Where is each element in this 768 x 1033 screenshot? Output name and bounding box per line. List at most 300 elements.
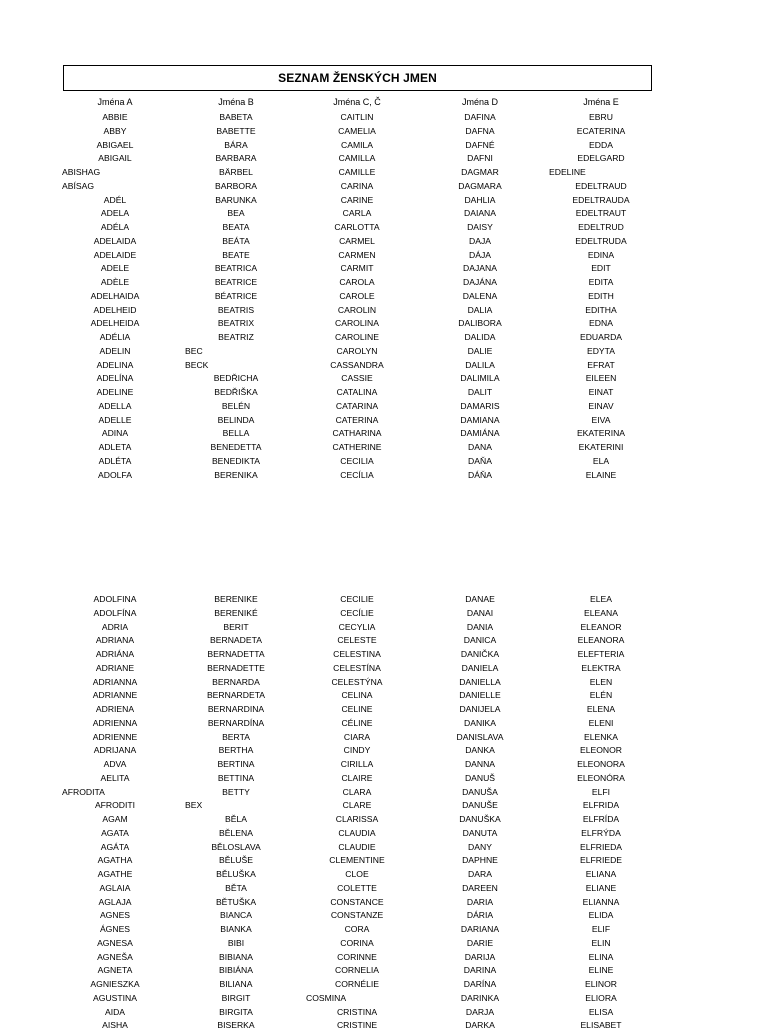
- name-cell: BĚLUŠKA: [216, 869, 256, 879]
- name-cell: ELEONOR: [579, 745, 623, 756]
- name-cell: BEX: [185, 800, 203, 811]
- name-cell: EDITA: [588, 277, 614, 287]
- name-cell: DALIE: [467, 345, 493, 356]
- name-cell: BEATRICA: [214, 263, 258, 274]
- name-cell: CASSANDRA: [330, 359, 384, 370]
- column-header-d: Jména D: [461, 97, 498, 107]
- name-cell: BENEDETTA: [210, 442, 262, 452]
- name-cell: ELFRÝDA: [581, 827, 621, 838]
- name-cell: DANAI: [466, 607, 494, 618]
- name-cell: ADÉLIA: [99, 332, 131, 342]
- name-cell: AFRODITA: [62, 786, 105, 797]
- name-cell: BĚTUŠKA: [215, 896, 257, 907]
- name-cell: BERIT: [223, 621, 249, 632]
- name-cell: ELFRIDA: [582, 800, 620, 811]
- name-cell: EDELTRAUT: [575, 208, 627, 219]
- column-header-e: Jména E: [583, 97, 619, 107]
- name-cell: CAMILLA: [338, 153, 376, 164]
- name-cell: EDNA: [589, 318, 613, 329]
- page-title: SEZNAM ŽENSKÝCH JMEN: [63, 65, 652, 91]
- name-cell: DANICA: [463, 635, 497, 646]
- name-cell: ELÉN: [589, 690, 613, 701]
- name-cell: ADELINA: [96, 359, 134, 370]
- name-cell: ABIGAIL: [98, 153, 132, 164]
- name-cell: BENEDIKTA: [211, 455, 261, 466]
- name-cell: CORNELIA: [335, 965, 379, 976]
- name-cell: ELENKA: [584, 731, 618, 742]
- name-cell: DAFINA: [464, 112, 496, 122]
- name-cell: CELINA: [341, 690, 373, 701]
- name-cell: BERENIKA: [214, 469, 258, 480]
- name-cell: ABBIE: [102, 112, 128, 122]
- name-cell: ELEANOR: [580, 621, 622, 632]
- name-cell: ADOLFA: [98, 469, 132, 480]
- name-cell: DANA: [468, 442, 492, 452]
- name-cell: ELINOR: [585, 979, 617, 989]
- name-cell: ADRIJANA: [93, 745, 137, 756]
- name-cell: CAROLIN: [337, 304, 377, 315]
- names-column-e-1: [548, 111, 654, 482]
- name-cell: ABÍSAG: [62, 180, 94, 191]
- name-cell: ADOLFÍNA: [93, 607, 137, 618]
- name-cell: CLAIRE: [341, 772, 373, 783]
- name-cell: CATERINA: [335, 414, 379, 425]
- name-cell: ELA: [592, 455, 610, 466]
- name-cell: ABIGAEL: [96, 139, 134, 150]
- name-cell: AGAM: [102, 814, 128, 824]
- name-cell: ELEONORA: [577, 759, 625, 769]
- name-cell: EDUARDA: [579, 332, 623, 342]
- name-cell: EDELTRUDA: [575, 235, 627, 246]
- name-cell: DANY: [468, 841, 492, 852]
- name-cell: EDELGARD: [577, 153, 625, 164]
- name-cell: CAITLIN: [340, 112, 374, 122]
- name-cell: DANIČKA: [460, 649, 500, 659]
- name-cell: DANUŠKA: [459, 814, 501, 824]
- name-cell: BERNADETA: [210, 635, 262, 646]
- name-cell: CLEMENTINE: [329, 855, 385, 866]
- name-cell: COSMINA: [306, 992, 347, 1003]
- name-cell: CECYLIA: [338, 621, 376, 632]
- name-cell: BARUNKA: [215, 194, 257, 205]
- name-cell: CAROLE: [339, 290, 375, 301]
- name-cell: DAFNA: [465, 125, 495, 136]
- name-cell: EDELTRUD: [578, 222, 624, 232]
- names-column-c-1: [304, 111, 410, 482]
- name-cell: BĚLOSLAVA: [211, 841, 261, 852]
- name-cell: CARMEL: [339, 235, 375, 246]
- name-cell: CLAUDIA: [338, 827, 376, 838]
- name-cell: EDELTRAUD: [575, 180, 627, 191]
- name-cell: AFRODITI: [94, 800, 136, 811]
- name-cell: BARBARA: [215, 153, 257, 164]
- name-cell: ABISHAG: [62, 167, 101, 177]
- name-cell: CAROLA: [339, 277, 375, 287]
- name-cell: BÁRA: [224, 139, 248, 150]
- name-cell: DAJA: [469, 235, 491, 246]
- name-cell: DÁJA: [469, 249, 491, 260]
- name-cell: ELENA: [586, 704, 616, 714]
- name-cell: DAISY: [467, 222, 493, 232]
- name-cell: CONSTANZE: [330, 910, 384, 921]
- name-cell: DANNA: [464, 759, 496, 769]
- name-cell: DARIANA: [460, 924, 500, 934]
- name-cell: ADRIANE: [95, 662, 135, 673]
- name-cell: BERNARDINA: [207, 704, 265, 714]
- name-cell: ABBY: [103, 125, 127, 136]
- name-cell: DANUŠE: [462, 800, 498, 811]
- name-cell: CORINNE: [337, 951, 377, 962]
- name-cell: BETTINA: [217, 772, 255, 783]
- name-cell: ADELLA: [98, 400, 132, 411]
- name-cell: AELITA: [100, 772, 130, 783]
- name-cell: DAHLIA: [464, 194, 496, 205]
- name-cell: CELINE: [341, 704, 373, 714]
- name-cell: EDYTA: [586, 345, 615, 356]
- names-column-c-2: [304, 593, 410, 1033]
- name-cell: CLARA: [342, 786, 372, 797]
- name-cell: ELEONÓRA: [577, 772, 625, 783]
- name-cell: CELESTINA: [333, 649, 381, 659]
- name-cell: ADELÍNA: [96, 373, 134, 384]
- name-cell: BIBIANA: [219, 951, 253, 962]
- name-cell: CELESTÍNA: [333, 662, 381, 673]
- name-cell: ELIF: [591, 924, 611, 934]
- name-cell: ELINE: [588, 965, 614, 976]
- name-cell: EFRAT: [587, 359, 615, 370]
- name-cell: BERENIKÉ: [214, 607, 258, 618]
- name-cell: DARINKA: [460, 992, 500, 1003]
- name-cell: CARLA: [342, 208, 372, 219]
- name-cell: EKATERINA: [576, 428, 626, 439]
- name-cell: BABETA: [219, 112, 253, 122]
- name-cell: ADRIÁNA: [95, 649, 135, 659]
- name-cell: COLETTE: [337, 882, 377, 893]
- name-cell: DAIANA: [464, 208, 496, 219]
- name-cell: BIBI: [227, 937, 245, 948]
- name-cell: CELESTE: [337, 635, 377, 646]
- name-cell: AGATA: [101, 827, 129, 838]
- name-cell: BEATRIX: [217, 318, 255, 329]
- name-cell: ADINA: [101, 428, 129, 439]
- name-cell: DANIKA: [464, 717, 496, 728]
- name-cell: CAROLYN: [336, 345, 378, 356]
- name-cell: ÁGNES: [99, 924, 131, 934]
- name-cell: ELFRIEDE: [579, 855, 623, 866]
- name-cell: AISHA: [102, 1020, 128, 1031]
- name-cell: BERNARDA: [212, 676, 260, 687]
- name-cell: AGLAJA: [98, 896, 132, 907]
- name-cell: EILEEN: [585, 373, 617, 384]
- name-cell: BIANCA: [220, 910, 252, 921]
- name-cell: ADRIANNE: [92, 690, 138, 701]
- name-cell: AGATHA: [97, 855, 133, 866]
- name-cell: AGNEŠA: [97, 951, 133, 962]
- column-header-a: Jména A: [97, 97, 133, 107]
- name-cell: CECÍLIA: [340, 469, 374, 480]
- name-cell: ELFI: [591, 786, 611, 797]
- name-cell: BIANKA: [220, 924, 252, 934]
- name-cell: ADLÉTA: [98, 455, 132, 466]
- name-cell: CAROLINA: [335, 318, 379, 329]
- name-cell: DAPHNE: [462, 855, 498, 866]
- name-cell: ADELAIDA: [93, 235, 137, 246]
- name-cell: BILIANA: [219, 979, 253, 989]
- name-cell: DAGMAR: [461, 167, 499, 177]
- name-cell: DALIA: [467, 304, 493, 315]
- name-cell: ELIDA: [588, 910, 614, 921]
- name-cell: CRISTINA: [336, 1006, 378, 1017]
- name-cell: AGLAIA: [99, 882, 131, 893]
- name-cell: ELEA: [590, 594, 612, 604]
- name-cell: DAMARIS: [460, 400, 500, 411]
- name-cell: DÁRIA: [466, 910, 494, 921]
- name-cell: DARIJA: [464, 951, 496, 962]
- name-cell: DANIELLE: [459, 690, 501, 701]
- name-cell: DAMIANA: [460, 414, 500, 425]
- name-cell: CLARISSA: [335, 814, 379, 824]
- name-cell: ADÈLE: [100, 277, 130, 287]
- name-cell: DAREEN: [462, 882, 498, 893]
- name-cell: BERNADETTE: [207, 662, 265, 673]
- name-cell: ADRIENA: [95, 704, 135, 714]
- name-cell: BĚTA: [225, 882, 247, 893]
- name-cell: DARIE: [466, 937, 494, 948]
- name-cell: CORA: [344, 924, 370, 934]
- name-cell: ELAINE: [585, 469, 617, 480]
- column-header-b: Jména B: [218, 97, 254, 107]
- name-cell: BIBIÁNA: [219, 965, 253, 976]
- name-cell: CIARA: [343, 731, 371, 742]
- name-cell: EDINA: [587, 249, 615, 260]
- name-cell: BECK: [185, 359, 209, 370]
- name-cell: BELÉN: [221, 400, 251, 411]
- name-cell: CAMILLE: [338, 167, 376, 177]
- name-cell: BETTY: [222, 786, 250, 797]
- name-cell: CAROLINE: [335, 332, 379, 342]
- name-cell: AGUSTINA: [93, 992, 137, 1003]
- name-cell: DALIT: [467, 387, 493, 397]
- name-cell: BÄRBEL: [219, 167, 253, 177]
- name-cell: BERNARDETA: [206, 690, 266, 701]
- name-cell: ELEN: [589, 676, 613, 687]
- name-cell: EIVA: [591, 414, 611, 425]
- name-cell: ADELHEID: [93, 304, 137, 315]
- name-cell: DARKA: [465, 1020, 495, 1031]
- name-cell: AGATHE: [97, 869, 133, 879]
- name-cell: BEATRICE: [214, 277, 258, 287]
- name-cell: CARMIT: [340, 263, 374, 274]
- name-cell: DANKA: [465, 745, 495, 756]
- name-cell: DAFNI: [467, 153, 493, 164]
- name-cell: DALIMILA: [460, 373, 500, 384]
- name-cell: ELIANA: [585, 869, 617, 879]
- name-cell: DANISLAVA: [456, 731, 504, 742]
- name-cell: DARA: [468, 869, 492, 879]
- names-column-a-2: [62, 593, 168, 1033]
- name-cell: CORINA: [340, 937, 374, 948]
- name-cell: CELESTÝNA: [331, 676, 383, 687]
- name-cell: ADELINE: [96, 387, 134, 397]
- name-cell: ELIANNA: [582, 896, 620, 907]
- name-cell: CAMILA: [341, 139, 373, 150]
- name-cell: ADRIANNA: [92, 676, 138, 687]
- name-cell: ELISABET: [580, 1020, 622, 1031]
- name-cell: ELEANA: [584, 607, 618, 618]
- name-cell: BĚLA: [225, 814, 247, 824]
- name-cell: ELFRÍDA: [582, 814, 620, 824]
- name-cell: ADELAIDE: [93, 249, 137, 260]
- name-cell: CARINE: [340, 194, 374, 205]
- names-column-d-2: [427, 593, 533, 1033]
- name-cell: DARIA: [466, 896, 494, 907]
- name-cell: ADVA: [103, 759, 127, 769]
- name-cell: EDIT: [591, 263, 611, 274]
- name-cell: BEATRIS: [217, 304, 255, 315]
- name-cell: ADRIENNE: [92, 731, 138, 742]
- name-cell: ADELLE: [98, 414, 132, 425]
- name-cell: BEATE: [222, 249, 250, 260]
- name-cell: DANIA: [466, 621, 494, 632]
- name-cell: DALENA: [462, 290, 498, 301]
- name-cell: DAŇA: [468, 455, 492, 466]
- names-column-d-1: [427, 111, 533, 482]
- name-cell: DANUŠ: [464, 772, 496, 783]
- name-cell: DAFNÉ: [465, 139, 495, 150]
- name-cell: DANUŠA: [462, 786, 498, 797]
- name-cell: AGNIESZKA: [90, 979, 140, 989]
- name-cell: DARINA: [463, 965, 497, 976]
- name-cell: ADRIA: [101, 621, 129, 632]
- name-cell: ADELHAIDA: [90, 290, 140, 301]
- name-cell: BERNARDÍNA: [207, 717, 265, 728]
- name-cell: CECILIA: [340, 455, 374, 466]
- name-cell: CÉLINE: [341, 717, 373, 728]
- name-cell: BIRGIT: [221, 992, 251, 1003]
- name-cell: ELENI: [588, 717, 614, 728]
- name-cell: CATALINA: [336, 387, 378, 397]
- name-cell: ELEANORA: [577, 635, 625, 646]
- name-cell: CARLOTTA: [334, 222, 380, 232]
- name-cell: BARBORA: [214, 180, 258, 191]
- name-cell: EDELTRAUDA: [572, 194, 630, 205]
- name-cell: BEATA: [222, 222, 250, 232]
- name-cell: ADOLFINA: [93, 594, 137, 604]
- name-cell: EINAV: [588, 400, 614, 411]
- name-cell: ADÉLA: [100, 222, 130, 232]
- name-cell: EDDA: [589, 139, 613, 150]
- name-cell: CATHARINA: [332, 428, 382, 439]
- name-cell: EINAT: [588, 387, 614, 397]
- name-cell: ELINA: [588, 951, 614, 962]
- name-cell: BĚLENA: [219, 827, 253, 838]
- name-cell: CATHERINE: [332, 442, 382, 452]
- name-cell: CAMELIA: [338, 125, 376, 136]
- name-cell: CECILIE: [340, 594, 374, 604]
- name-cell: CASSIE: [341, 373, 373, 384]
- name-cell: DARÍNA: [463, 979, 497, 989]
- names-column-a-1: [62, 111, 168, 482]
- name-cell: ELIORA: [585, 992, 617, 1003]
- name-cell: DANAE: [465, 594, 495, 604]
- name-cell: DANIELA: [461, 662, 499, 673]
- name-cell: ELEKTRA: [581, 662, 621, 673]
- name-cell: AGÁTA: [100, 841, 130, 852]
- name-cell: ADLETA: [98, 442, 132, 452]
- column-header-c: Jména C, Č: [333, 97, 381, 107]
- name-cell: CARMEN: [338, 249, 376, 260]
- name-cell: ADELA: [100, 208, 130, 219]
- name-cell: CIRILLA: [340, 759, 374, 769]
- name-cell: ADELHEIDA: [90, 318, 140, 329]
- name-cell: BEA: [227, 208, 245, 219]
- name-cell: ADELE: [100, 263, 130, 274]
- name-cell: DARJA: [465, 1006, 495, 1017]
- name-cell: DANIELLA: [459, 676, 501, 687]
- name-cell: CARINA: [340, 180, 374, 191]
- name-cell: ELIANE: [585, 882, 617, 893]
- name-cell: CATARINA: [335, 400, 379, 411]
- name-cell: CONSTANCE: [330, 896, 384, 907]
- name-cell: ADÉL: [103, 194, 127, 205]
- name-cell: DAMIÁNA: [460, 428, 500, 439]
- name-cell: BEC: [185, 345, 203, 356]
- name-cell: CLOE: [345, 869, 369, 879]
- name-cell: DANUTA: [462, 827, 498, 838]
- name-cell: BĚLUŠE: [219, 855, 253, 866]
- name-cell: DAJÁNA: [463, 277, 497, 287]
- name-cell: BIRGITA: [219, 1006, 253, 1017]
- name-cell: ADRIENNA: [92, 717, 138, 728]
- name-cell: BEDŘIŠKA: [214, 387, 258, 397]
- name-cell: CLAUDIE: [338, 841, 376, 852]
- name-cell: AGNES: [99, 910, 131, 921]
- name-cell: BEDŘICHA: [213, 373, 259, 384]
- name-cell: DANIJELA: [459, 704, 501, 714]
- name-cell: EDITHA: [585, 304, 617, 315]
- name-cell: CLARE: [342, 800, 372, 811]
- name-cell: CINDY: [343, 745, 371, 756]
- name-cell: BERNADETTA: [207, 649, 265, 659]
- name-cell: ECATERINA: [576, 125, 626, 136]
- name-cell: DÁŇA: [468, 469, 492, 480]
- name-cell: EBRU: [589, 112, 613, 122]
- name-cell: ELFRIEDA: [579, 841, 623, 852]
- name-cell: BELINDA: [217, 414, 255, 425]
- name-cell: CRISTINE: [336, 1020, 378, 1031]
- name-cell: DAGMARA: [458, 180, 502, 191]
- name-cell: BEATRIZ: [218, 332, 254, 342]
- name-cell: BISERKA: [217, 1020, 255, 1031]
- name-cell: BABETTE: [216, 125, 256, 136]
- name-cell: ELISA: [588, 1006, 614, 1017]
- name-cell: BEÁTA: [222, 235, 250, 246]
- name-cell: BERTINA: [217, 759, 255, 769]
- names-column-e-2: [548, 593, 654, 1033]
- name-cell: AGNESA: [97, 937, 133, 948]
- name-cell: BERTA: [222, 731, 250, 742]
- name-cell: CORNÉLIE: [335, 979, 379, 989]
- name-cell: ADELIN: [99, 345, 131, 356]
- name-cell: EKATERINI: [578, 442, 624, 452]
- name-cell: DAJANA: [463, 263, 497, 274]
- name-cell: ADRIANA: [95, 635, 135, 646]
- name-cell: BERTHA: [218, 745, 254, 756]
- name-cell: BELLA: [222, 428, 250, 439]
- name-cell: EDELINE: [549, 167, 586, 177]
- name-cell: AIDA: [104, 1006, 126, 1017]
- name-cell: ELEFTERIA: [577, 649, 625, 659]
